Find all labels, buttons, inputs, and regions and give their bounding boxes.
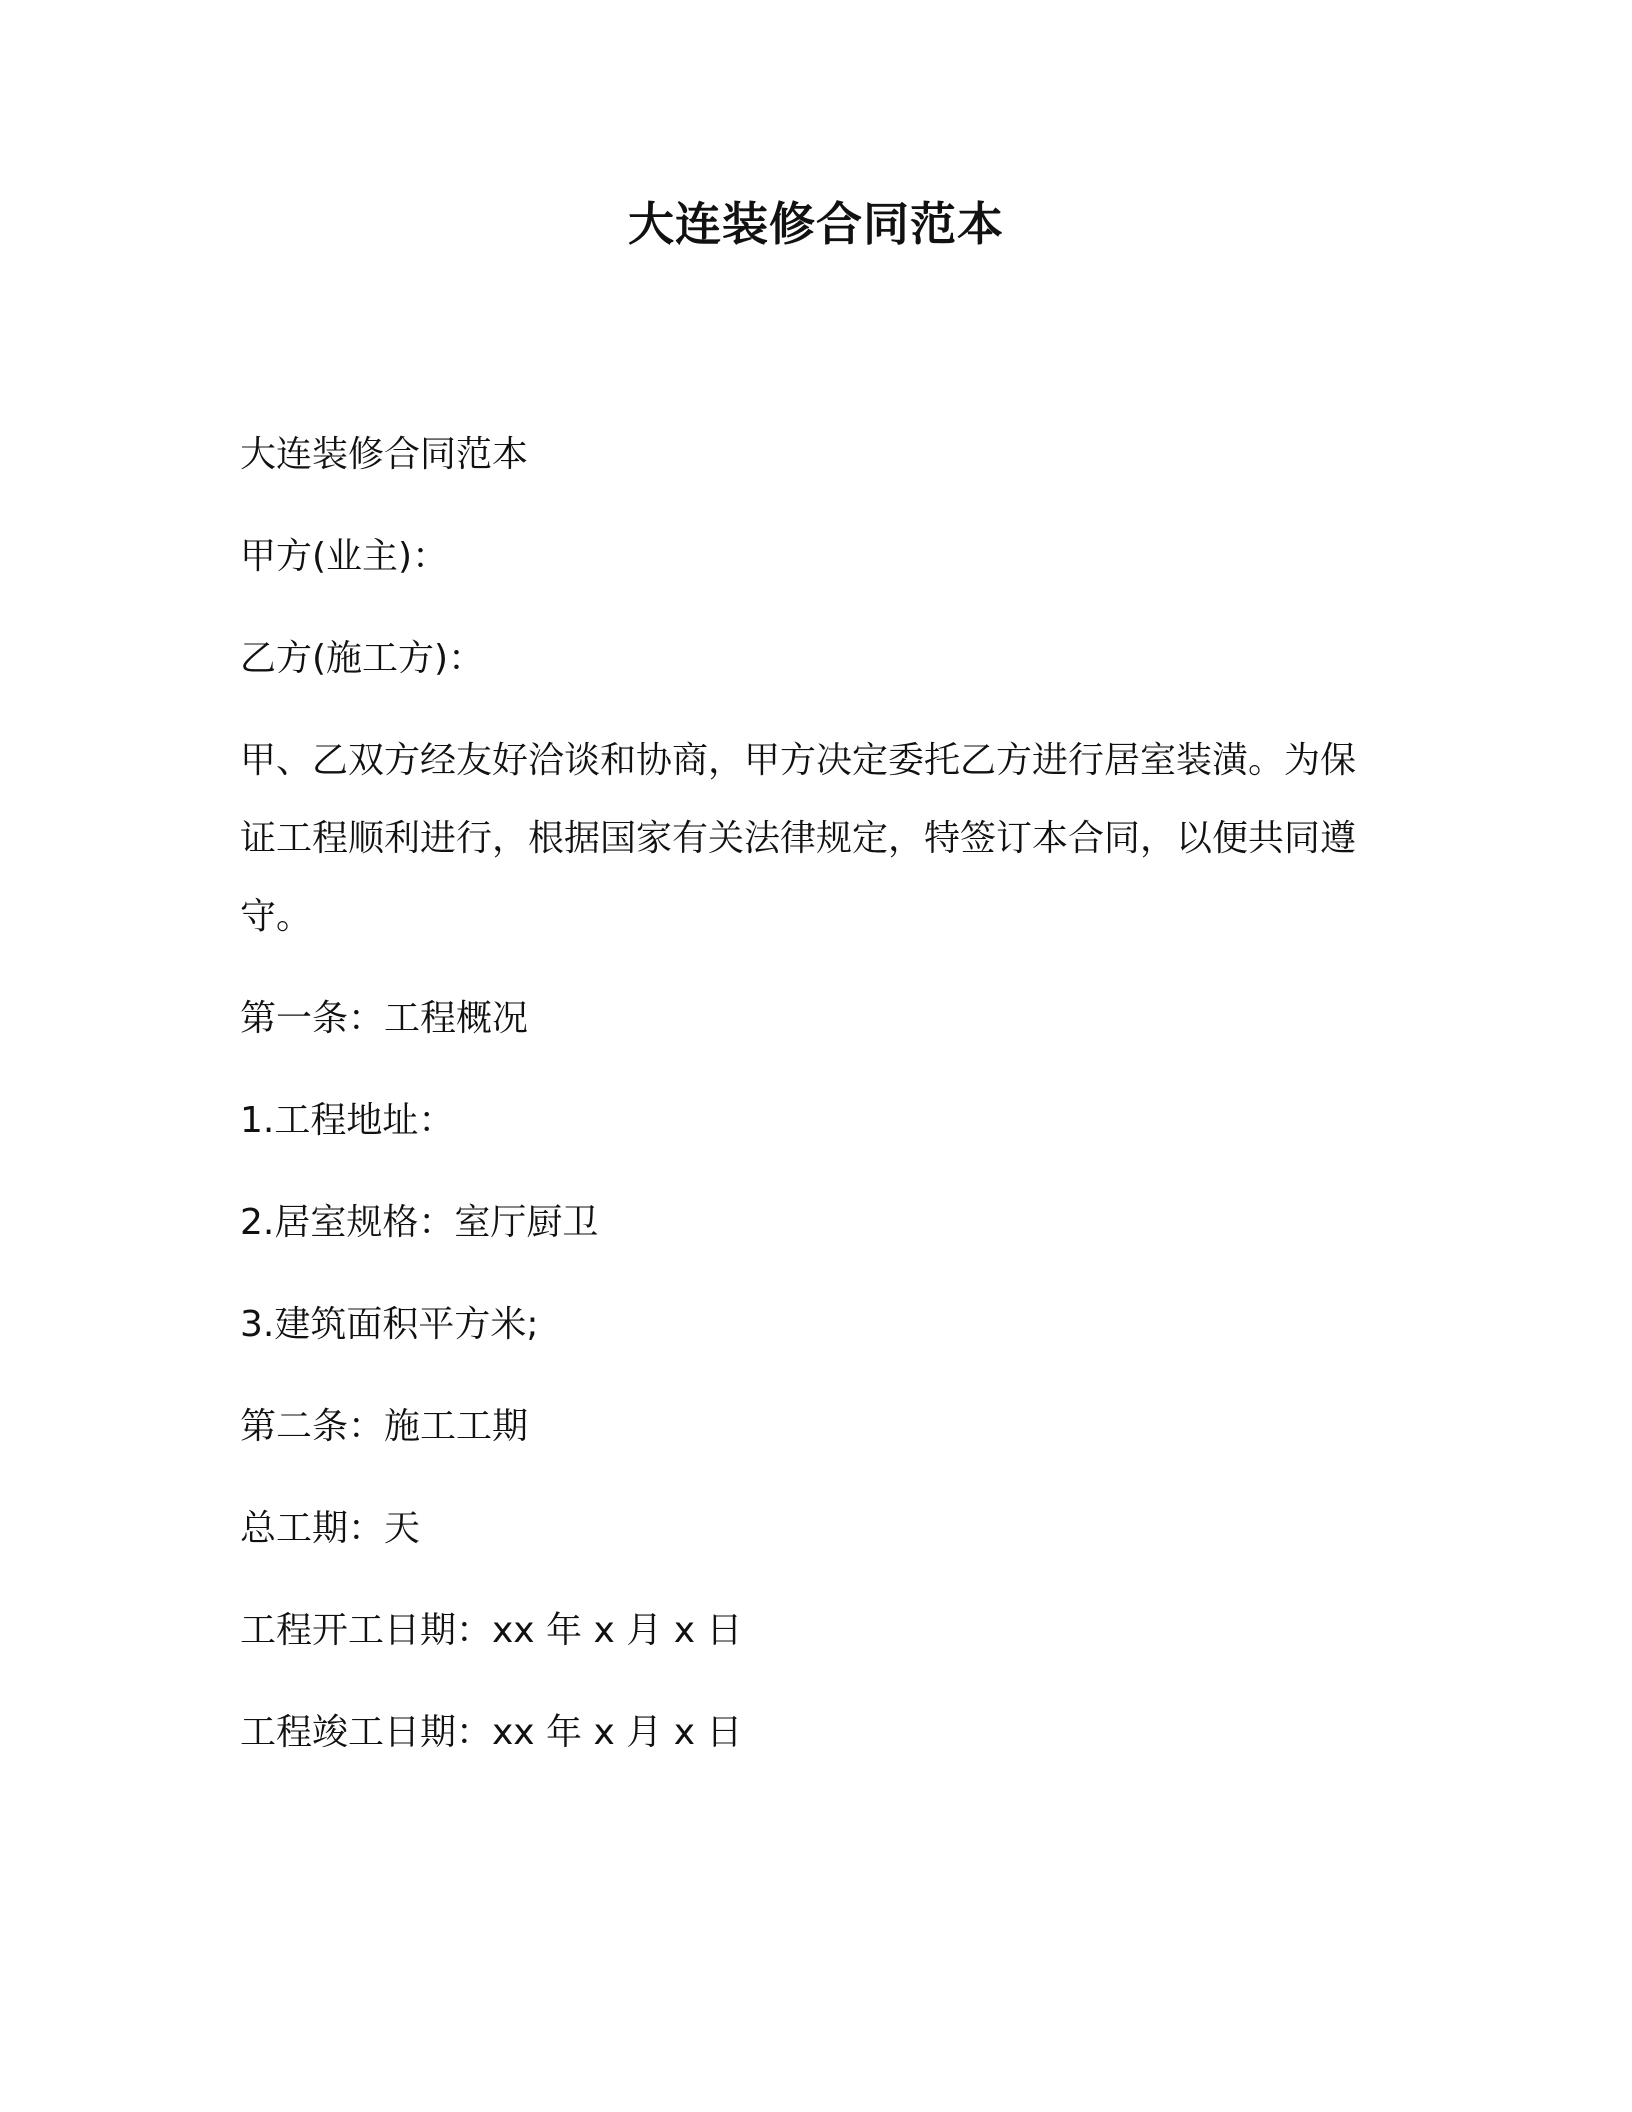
paragraph-article-2-heading: 第二条：施工工期	[240, 1406, 529, 1447]
paragraph-preamble: 甲、乙双方经友好洽谈和协商，甲方决定委托乙方进行居室装潢。为保证工程顺利进行，根据国家有关法律规定，特签订本合同，以便共同遵守。	[240, 740, 1357, 937]
paragraph-party-b: 乙方(施工方)：	[240, 638, 485, 679]
paragraph-subtitle: 大连装修合同范本	[240, 434, 529, 475]
paragraph-project-address: 1.工程地址：	[240, 1100, 455, 1141]
paragraph-completion-date: 工程竣工日期：xx 年 x 月 x 日	[240, 1712, 743, 1753]
paragraph-party-a: 甲方(业主)：	[240, 536, 449, 577]
paragraph-building-area: 3.建筑面积平方米;	[240, 1304, 539, 1345]
paragraph-total-duration: 总工期：天	[240, 1508, 421, 1549]
document-body	[240, 416, 1370, 1796]
paragraph-article-1-heading: 第一条：工程概况	[240, 998, 529, 1039]
paragraph-room-spec: 2.居室规格：室厅厨卫	[240, 1202, 599, 1243]
document-title: 大连装修合同范本	[628, 197, 1004, 251]
paragraph-start-date: 工程开工日期：xx 年 x 月 x 日	[240, 1610, 743, 1651]
